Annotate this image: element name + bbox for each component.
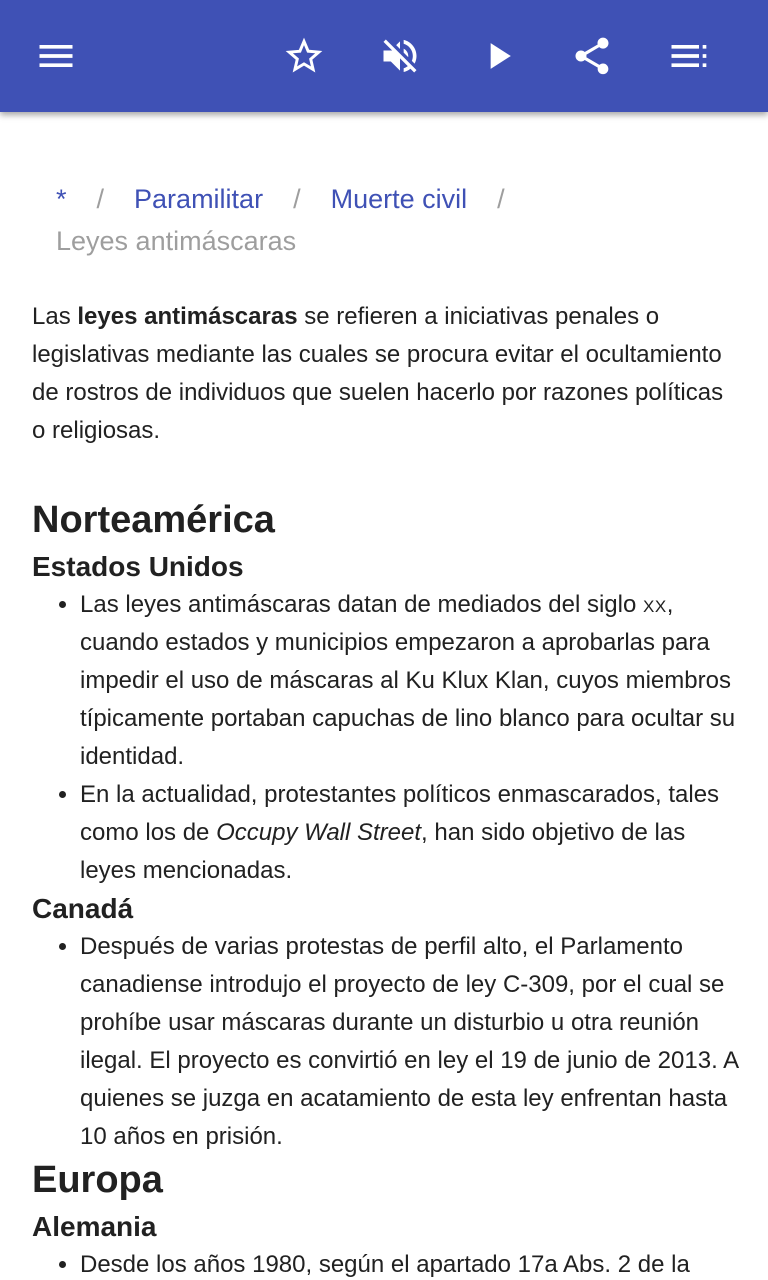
intro-text: Las — [32, 303, 78, 330]
italic-term: Occupy Wall Street — [216, 819, 422, 846]
breadcrumb-item-muerte-civil[interactable]: Muerte civil — [330, 184, 468, 214]
section-title-europa: Europa — [32, 1159, 163, 1201]
intro-text: se refieren a iniciativas penales o legislativas mediante las cuales se procura evitar el ocultamiento de rostros de individuos que suelen hacerlo por razones políticas o religiosas. — [32, 303, 724, 444]
breadcrumb-separator: / — [497, 184, 505, 214]
breadcrumb-separator: / — [96, 184, 105, 214]
intro-bold-term: leyes antimáscaras — [77, 303, 298, 330]
play-icon[interactable] — [470, 28, 526, 84]
volume-off-icon[interactable] — [372, 28, 428, 84]
bullet-list-estados-unidos — [32, 586, 742, 890]
article-content — [0, 112, 768, 1280]
star-outline-icon[interactable] — [276, 28, 332, 84]
app-bar — [0, 0, 768, 112]
playlist-icon[interactable] — [660, 28, 716, 84]
subsection-title-alemania: Alemania — [32, 1211, 157, 1242]
bullet-list-alemania — [32, 1246, 742, 1280]
list-item: • Después de varias protestas de perfil alto, el Parlamento canadiense introdujo el proyecto de ley C-309, por el cual se prohíbe usar máscaras durante un disturbio u otra reunión ilegal. El proyecto es convirtió en ley el 19 de junio de 2013. A quienes se juzga en acatamiento de esta ley enfrentan hasta 10 años en prisión. — [80, 928, 742, 1156]
list-item-text: , cuando estados y municipios empezaron a aprobarlas para impedir el uso de máscaras al Ku Klux Klan, cuyos miembros típicamente portaban capuchas de lino blanco para ocultar su identidad. — [80, 591, 736, 770]
list-item-text: Las leyes antimáscaras datan de mediados del siglo — [80, 591, 643, 618]
subsection-title-estados-unidos: Estados Unidos — [32, 551, 244, 582]
breadcrumb-current: Leyes antimáscaras — [56, 226, 297, 256]
bullet-list-canada — [32, 928, 742, 1156]
intro-paragraph — [32, 298, 742, 450]
breadcrumb-separator: / — [293, 184, 301, 214]
breadcrumb-item-home[interactable]: * — [56, 184, 67, 214]
section-title-norteamerica: Norteamérica — [32, 499, 275, 541]
article-body — [32, 298, 742, 1280]
breadcrumb — [56, 178, 736, 262]
share-icon[interactable] — [564, 28, 620, 84]
list-item — [80, 776, 742, 890]
century-numeral: xx — [643, 591, 667, 618]
list-item-text: , han sido objetivo de las leyes mencionadas. — [80, 819, 686, 884]
list-item-text: En la actualidad, protestantes políticos enmascarados, tales como los de — [80, 781, 720, 846]
subsection-title-canada: Canadá — [32, 893, 134, 924]
breadcrumb-item-paramilitar[interactable]: Paramilitar — [134, 184, 264, 214]
list-item — [80, 586, 742, 776]
list-item: • Desde los años 1980, según el apartado 17a Abs. 2 de la — [80, 1246, 742, 1280]
menu-icon[interactable] — [28, 28, 84, 84]
